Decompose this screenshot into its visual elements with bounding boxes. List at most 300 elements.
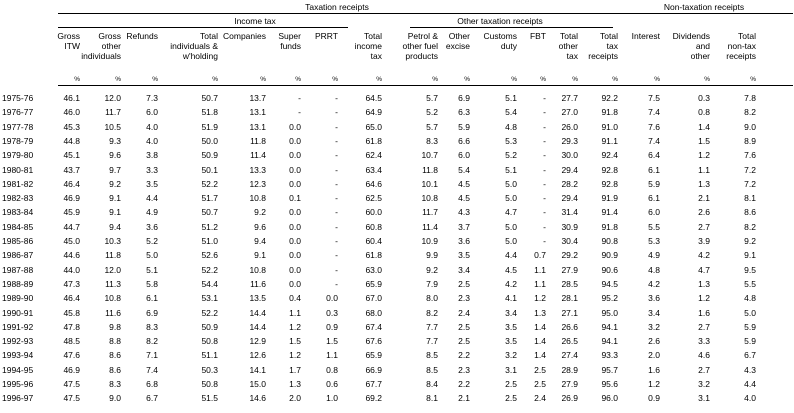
column-header-1-line-2: other xyxy=(101,41,121,51)
table-cell: 28.2 xyxy=(561,178,578,189)
table-cell: - xyxy=(543,121,546,132)
table-cell: 44.0 xyxy=(63,264,80,275)
table-cell: 4.4 xyxy=(505,250,517,261)
column-header-1-line-1: Gross xyxy=(98,31,121,41)
table-cell: 62.4 xyxy=(365,150,382,161)
column-unit-16: % xyxy=(750,76,756,83)
table-cell: 3.6 xyxy=(458,236,470,246)
table-cell: 29.4 xyxy=(561,164,578,175)
table-cell: 11.4 xyxy=(250,150,266,161)
table-cell: 7.6 xyxy=(744,150,756,161)
table-cell: 30.4 xyxy=(561,236,578,246)
column-unit-9: % xyxy=(464,76,470,83)
table-cell: 11.7 xyxy=(105,107,121,118)
table-cell: 29.4 xyxy=(561,193,578,204)
table-cell: 5.1 xyxy=(505,164,517,175)
table-cell: 3.7 xyxy=(458,221,470,232)
table-cell: 61.8 xyxy=(365,250,382,261)
column-header-8-line-3: products xyxy=(405,51,438,61)
table-cell: 65.9 xyxy=(365,350,382,361)
table-cell: 9.2 xyxy=(744,236,756,246)
table-cell: 0.3 xyxy=(326,307,338,318)
table-cell: 1.5 xyxy=(289,336,301,347)
table-cell: 45.0 xyxy=(63,236,80,246)
table-cell: 0.1 xyxy=(289,193,301,204)
column-unit-0: % xyxy=(74,76,80,83)
table-cell: 5.9 xyxy=(458,121,470,132)
table-cell: 11.7 xyxy=(422,207,438,218)
table-cell: 10.5 xyxy=(104,121,121,132)
table-cell: 0.0 xyxy=(289,135,301,146)
table-cell: 7.4 xyxy=(648,135,660,146)
table-cell: 51.8 xyxy=(201,107,218,118)
table-cell: 50.8 xyxy=(201,379,218,389)
table-cell: 10.8 xyxy=(249,193,266,204)
table-cell: 4.3 xyxy=(744,364,756,375)
table-cell: 6.9 xyxy=(458,93,470,103)
table-cell: 4.0 xyxy=(146,121,158,132)
table-cell: 63.0 xyxy=(365,264,382,275)
column-header-5-line-1: Super xyxy=(278,31,301,41)
table-cell: 26.6 xyxy=(561,321,578,332)
column-header-2-line-1: Refunds xyxy=(126,31,158,41)
table-cell: - xyxy=(335,207,338,218)
table-cell: 10.3 xyxy=(104,236,121,246)
table-cell: 9.3 xyxy=(109,135,121,146)
table-cell: 2.4 xyxy=(458,307,470,318)
table-cell: 4.5 xyxy=(505,264,517,275)
column-header-13-line-2: tax xyxy=(606,41,618,51)
table-cell: 2.5 xyxy=(458,321,470,332)
table-cell: 45.1 xyxy=(63,150,80,161)
table-cell: 8.8 xyxy=(109,336,121,347)
table-cell: 0.0 xyxy=(289,250,301,261)
table-cell: 50.8 xyxy=(201,336,218,347)
row-label-year: 1996-97 xyxy=(2,393,34,404)
table-cell: 9.4 xyxy=(254,236,266,246)
table-cell: - xyxy=(335,93,338,103)
row-label-year: 1994-95 xyxy=(2,364,34,375)
table-cell: 10.8 xyxy=(421,193,438,204)
table-cell: 5.2 xyxy=(505,150,517,161)
table-cell: 95.2 xyxy=(601,293,618,304)
table-cell: 0.0 xyxy=(289,278,301,289)
group-header-non-taxation: Non-taxation receipts xyxy=(663,2,745,12)
row-label-year: 1975-76 xyxy=(2,93,34,103)
table-cell: 4.5 xyxy=(458,193,470,204)
table-cell: 2.6 xyxy=(648,336,660,347)
table-cell: 5.1 xyxy=(146,264,158,275)
table-cell: - xyxy=(543,135,546,146)
table-cell: 5.3 xyxy=(648,236,660,246)
table-cell: 90.6 xyxy=(601,264,618,275)
table-cell: 7.7 xyxy=(426,336,438,347)
column-header-4-line-1: Companies xyxy=(223,31,266,41)
table-cell: 45.9 xyxy=(63,207,80,218)
table-cell: 66.9 xyxy=(365,364,382,375)
table-cell: 4.8 xyxy=(744,293,756,304)
table-cell: 48.5 xyxy=(63,336,80,347)
table-cell: 2.5 xyxy=(534,364,546,375)
table-cell: 4.0 xyxy=(146,135,158,146)
table-cell: 4.3 xyxy=(458,207,470,218)
column-header-7-line-1: Total xyxy=(364,31,382,41)
table-cell: 29.3 xyxy=(561,135,578,146)
table-cell: 90.9 xyxy=(601,250,618,261)
table-cell: 5.5 xyxy=(744,278,756,289)
table-cell: 13.1 xyxy=(249,121,266,132)
column-unit-14: % xyxy=(654,76,660,83)
table-cell: 50.0 xyxy=(201,135,218,146)
table-cell: - xyxy=(543,107,546,118)
table-cell: 0.8 xyxy=(698,107,710,118)
table-cell: 0.0 xyxy=(326,293,338,304)
column-header-15-line-1: Dividends xyxy=(672,31,710,41)
subgroup-header-other-taxation: Other taxation receipts xyxy=(457,16,543,26)
table-cell: 1.1 xyxy=(698,164,710,175)
table-cell: 1.6 xyxy=(698,307,710,318)
table-cell: - xyxy=(335,107,338,118)
column-header-3-line-1: Total xyxy=(200,31,218,41)
table-cell: 3.5 xyxy=(146,178,158,189)
table-cell: 9.5 xyxy=(744,264,756,275)
table-cell: 3.8 xyxy=(146,150,158,161)
table-cell: 4.2 xyxy=(698,250,710,261)
table-cell: 12.3 xyxy=(249,178,266,189)
table-cell: 1.5 xyxy=(698,135,710,146)
column-header-1-line-3: individuals xyxy=(81,51,121,61)
table-cell: 2.5 xyxy=(505,379,517,389)
table-cell: 11.6 xyxy=(250,278,266,289)
table-cell: 14.4 xyxy=(249,321,266,332)
table-cell: 9.8 xyxy=(109,321,121,332)
table-cell: 3.4 xyxy=(458,264,470,275)
table-cell: 6.0 xyxy=(458,150,470,161)
table-cell: 4.0 xyxy=(744,393,756,404)
table-cell: 9.2 xyxy=(109,178,121,189)
table-cell: 65.0 xyxy=(365,121,382,132)
table-cell: 5.0 xyxy=(744,307,756,318)
table-cell: 47.8 xyxy=(63,321,80,332)
table-cell: 61.8 xyxy=(365,135,382,146)
table-cell: 8.3 xyxy=(426,135,438,146)
table-cell: 92.8 xyxy=(601,164,618,175)
table-cell: 2.6 xyxy=(698,207,710,218)
table-cell: - xyxy=(335,135,338,146)
table-cell: 52.6 xyxy=(201,250,218,261)
table-cell: 26.5 xyxy=(561,336,578,347)
table-cell: 0.0 xyxy=(289,121,301,132)
table-cell: 2.3 xyxy=(458,293,470,304)
table-cell: 31.4 xyxy=(561,207,578,218)
table-cell: 94.1 xyxy=(601,336,618,347)
table-cell: 10.8 xyxy=(104,293,121,304)
table-cell: 2.0 xyxy=(648,350,660,361)
table-cell: 47.6 xyxy=(63,350,80,361)
table-cell: 50.7 xyxy=(201,207,218,218)
table-cell: 3.2 xyxy=(648,321,660,332)
table-cell: 69.2 xyxy=(365,393,382,404)
table-cell: 47.5 xyxy=(63,393,80,404)
table-cell: 7.2 xyxy=(744,164,756,175)
table-cell: 28.1 xyxy=(561,293,578,304)
table-cell: 2.7 xyxy=(698,221,710,232)
table-cell: 3.4 xyxy=(648,307,660,318)
table-cell: 7.4 xyxy=(146,364,158,375)
row-label-year: 1985-86 xyxy=(2,236,34,246)
table-cell: 8.3 xyxy=(146,321,158,332)
table-cell: 94.5 xyxy=(601,278,618,289)
table-cell: 7.7 xyxy=(426,321,438,332)
table-cell: 5.7 xyxy=(426,121,438,132)
table-cell: 3.2 xyxy=(698,379,710,389)
table-cell: 28.9 xyxy=(561,364,578,375)
table-cell: 91.8 xyxy=(601,107,618,118)
row-label-year: 1988-89 xyxy=(2,278,34,289)
table-cell: 94.1 xyxy=(601,321,618,332)
table-cell: 12.9 xyxy=(249,336,266,347)
table-cell: 44.8 xyxy=(63,135,80,146)
table-cell: 6.4 xyxy=(648,150,660,161)
table-cell: 11.8 xyxy=(250,135,266,146)
table-cell: 5.1 xyxy=(505,93,517,103)
table-cell: 43.7 xyxy=(63,164,80,175)
table-cell: 11.6 xyxy=(105,307,121,318)
income-tax-rule xyxy=(58,27,348,28)
table-cell: - xyxy=(335,178,338,189)
row-label-year: 1991-92 xyxy=(2,321,34,332)
table-cell: 1.4 xyxy=(534,321,546,332)
table-cell: 13.3 xyxy=(249,164,266,175)
table-cell: 2.0 xyxy=(289,393,301,404)
table-cell: 3.1 xyxy=(698,393,710,404)
column-header-9-line-2: excise xyxy=(445,41,470,51)
table-cell: 1.3 xyxy=(534,307,546,318)
table-cell: 0.9 xyxy=(648,393,660,404)
column-header-8-line-1: Petrol & xyxy=(407,31,438,41)
table-cell: - xyxy=(543,236,546,246)
table-cell: 6.1 xyxy=(648,193,660,204)
table-cell: 6.1 xyxy=(146,293,158,304)
table-cell: 92.2 xyxy=(601,93,618,103)
table-cell: 60.4 xyxy=(365,236,382,246)
table-cell: 1.2 xyxy=(698,150,710,161)
table-cell: 67.6 xyxy=(365,336,382,347)
column-unit-2: % xyxy=(152,76,158,83)
table-cell: 8.1 xyxy=(744,193,756,204)
table-cell: 1.1 xyxy=(289,307,301,318)
table-cell: - xyxy=(335,264,338,275)
column-unit-1: % xyxy=(115,76,121,83)
table-cell: 10.7 xyxy=(421,150,438,161)
table-cell: 11.8 xyxy=(105,250,121,261)
table-cell: 28.5 xyxy=(561,278,578,289)
table-cell: 2.2 xyxy=(458,350,470,361)
table-cell: 2.7 xyxy=(698,321,710,332)
table-cell: 50.1 xyxy=(201,164,218,175)
row-label-year: 1995-96 xyxy=(2,379,34,389)
column-header-3-line-2: individuals & xyxy=(170,41,218,51)
table-cell: - xyxy=(335,250,338,261)
table-cell: 3.5 xyxy=(458,250,470,261)
table-cell: 8.5 xyxy=(426,350,438,361)
table-cell: - xyxy=(335,150,338,161)
table-cell: 5.0 xyxy=(505,236,517,246)
column-unit-13: % xyxy=(612,76,618,83)
table-cell: 7.3 xyxy=(146,93,158,103)
table-cell: 0.3 xyxy=(698,93,710,103)
table-cell: 47.5 xyxy=(63,379,80,389)
table-cell: 60.0 xyxy=(365,207,382,218)
table-cell: 8.6 xyxy=(109,350,121,361)
table-cell: 2.4 xyxy=(534,393,546,404)
table-cell: 67.4 xyxy=(365,321,382,332)
table-cell: 11.8 xyxy=(422,164,438,175)
table-cell: 1.3 xyxy=(289,379,301,389)
table-cell: 6.0 xyxy=(146,107,158,118)
table-cell: 1.2 xyxy=(289,321,301,332)
table-cell: 9.4 xyxy=(109,221,121,232)
table-cell: 52.2 xyxy=(201,178,218,189)
table-cell: 27.9 xyxy=(561,264,578,275)
table-cell: 52.2 xyxy=(201,264,218,275)
table-cell: 4.7 xyxy=(698,264,710,275)
row-label-year: 1982-83 xyxy=(2,193,34,204)
table-cell: 1.2 xyxy=(289,350,301,361)
table-cell: 5.9 xyxy=(744,321,756,332)
table-cell: 7.5 xyxy=(648,93,660,103)
column-unit-10: % xyxy=(511,76,517,83)
table-cell: 0.7 xyxy=(534,250,546,261)
table-cell: 54.4 xyxy=(201,278,218,289)
column-header-7-line-2: income xyxy=(354,41,382,51)
table-cell: 1.1 xyxy=(534,278,546,289)
row-label-year: 1976-77 xyxy=(2,107,34,118)
table-cell: 1.3 xyxy=(698,178,710,189)
table-cell: 91.4 xyxy=(601,207,618,218)
group-header-taxation: Taxation receipts xyxy=(305,2,369,12)
table-cell: 5.0 xyxy=(505,193,517,204)
table-cell: 27.9 xyxy=(561,379,578,389)
table-cell: 60.8 xyxy=(365,221,382,232)
table-cell: 8.4 xyxy=(426,379,438,389)
table-cell: 46.1 xyxy=(63,93,80,103)
table-cell: 6.7 xyxy=(744,350,756,361)
table-cell: 4.7 xyxy=(505,207,517,218)
table-cell: 4.8 xyxy=(648,264,660,275)
header-rule xyxy=(58,85,793,86)
column-header-7-line-3: tax xyxy=(370,51,382,61)
table-cell: 4.6 xyxy=(698,350,710,361)
table-cell: 4.4 xyxy=(146,193,158,204)
table-cell: 8.6 xyxy=(109,364,121,375)
table-cell: 0.4 xyxy=(289,293,301,304)
column-header-12-line-1: Total xyxy=(560,31,578,41)
row-label-year: 1980-81 xyxy=(2,164,34,175)
table-cell: 5.2 xyxy=(146,236,158,246)
row-label-year: 1989-90 xyxy=(2,293,34,304)
table-cell: - xyxy=(543,150,546,161)
table-cell: 51.9 xyxy=(201,121,218,132)
table-cell: 7.8 xyxy=(744,93,756,103)
table-cell: 26.0 xyxy=(561,121,578,132)
table-cell: 26.9 xyxy=(561,393,578,404)
table-cell: 5.7 xyxy=(426,93,438,103)
table-cell: 27.4 xyxy=(561,350,578,361)
table-cell: 7.9 xyxy=(426,278,438,289)
table-cell: 46.4 xyxy=(63,293,80,304)
row-label-year: 1986-87 xyxy=(2,250,34,261)
table-cell: - xyxy=(335,121,338,132)
table-cell: 11.3 xyxy=(105,278,121,289)
table-cell: 27.1 xyxy=(561,307,578,318)
column-header-5-line-2: funds xyxy=(280,41,301,51)
table-cell: 8.2 xyxy=(744,107,756,118)
table-cell: 64.6 xyxy=(365,178,382,189)
column-unit-4: % xyxy=(260,76,266,83)
column-header-10-line-2: duty xyxy=(500,41,517,51)
column-header-13-line-3: receipts xyxy=(588,51,618,61)
table-cell: 9.9 xyxy=(426,250,438,261)
column-header-16-line-1: Total xyxy=(738,31,756,41)
table-cell: 45.3 xyxy=(63,121,80,132)
table-cell: - xyxy=(335,193,338,204)
table-cell: 6.0 xyxy=(648,207,660,218)
table-cell: 63.4 xyxy=(365,164,382,175)
column-header-11-line-1: FBT xyxy=(529,31,546,41)
table-cell: 5.4 xyxy=(505,107,517,118)
table-cell: 9.6 xyxy=(109,150,121,161)
column-header-14-line-1: Interest xyxy=(631,31,660,41)
column-unit-8: % xyxy=(432,76,438,83)
table-cell: 2.7 xyxy=(698,364,710,375)
table-cell: 0.0 xyxy=(289,150,301,161)
table-cell: 8.0 xyxy=(426,293,438,304)
table-cell: 7.2 xyxy=(744,178,756,189)
table-cell: 11.4 xyxy=(422,221,438,232)
table-cell: 8.3 xyxy=(109,379,121,389)
table-cell: 62.5 xyxy=(365,193,382,204)
table-cell: 7.1 xyxy=(146,350,158,361)
table-cell: 95.6 xyxy=(601,379,618,389)
table-cell: - xyxy=(543,221,546,232)
table-cell: 0.6 xyxy=(326,379,338,389)
row-label-year: 1984-85 xyxy=(2,221,34,232)
column-header-10-line-1: Customs xyxy=(483,31,517,41)
table-cell: 9.7 xyxy=(109,164,121,175)
table-cell: 14.4 xyxy=(249,307,266,318)
table-cell: - xyxy=(543,93,546,103)
table-cell: 2.5 xyxy=(505,393,517,404)
table-cell: 12.6 xyxy=(249,350,266,361)
table-cell: 30.9 xyxy=(561,221,578,232)
column-header-0-line-1: Gross xyxy=(57,31,80,41)
table-cell: - xyxy=(335,278,338,289)
table-cell: 1.2 xyxy=(648,379,660,389)
table-cell: 15.0 xyxy=(249,379,266,389)
table-cell: 3.6 xyxy=(146,221,158,232)
table-cell: 2.5 xyxy=(534,379,546,389)
table-cell: 10.8 xyxy=(249,264,266,275)
table-cell: 4.4 xyxy=(744,379,756,389)
table-cell: 64.5 xyxy=(365,93,382,103)
table-cell: 6.3 xyxy=(458,107,470,118)
row-label-year: 1990-91 xyxy=(2,307,34,318)
table-cell: 9.1 xyxy=(744,250,756,261)
table-cell: 5.3 xyxy=(505,135,517,146)
table-cell: 96.0 xyxy=(601,393,618,404)
table-cell: 3.6 xyxy=(648,293,660,304)
